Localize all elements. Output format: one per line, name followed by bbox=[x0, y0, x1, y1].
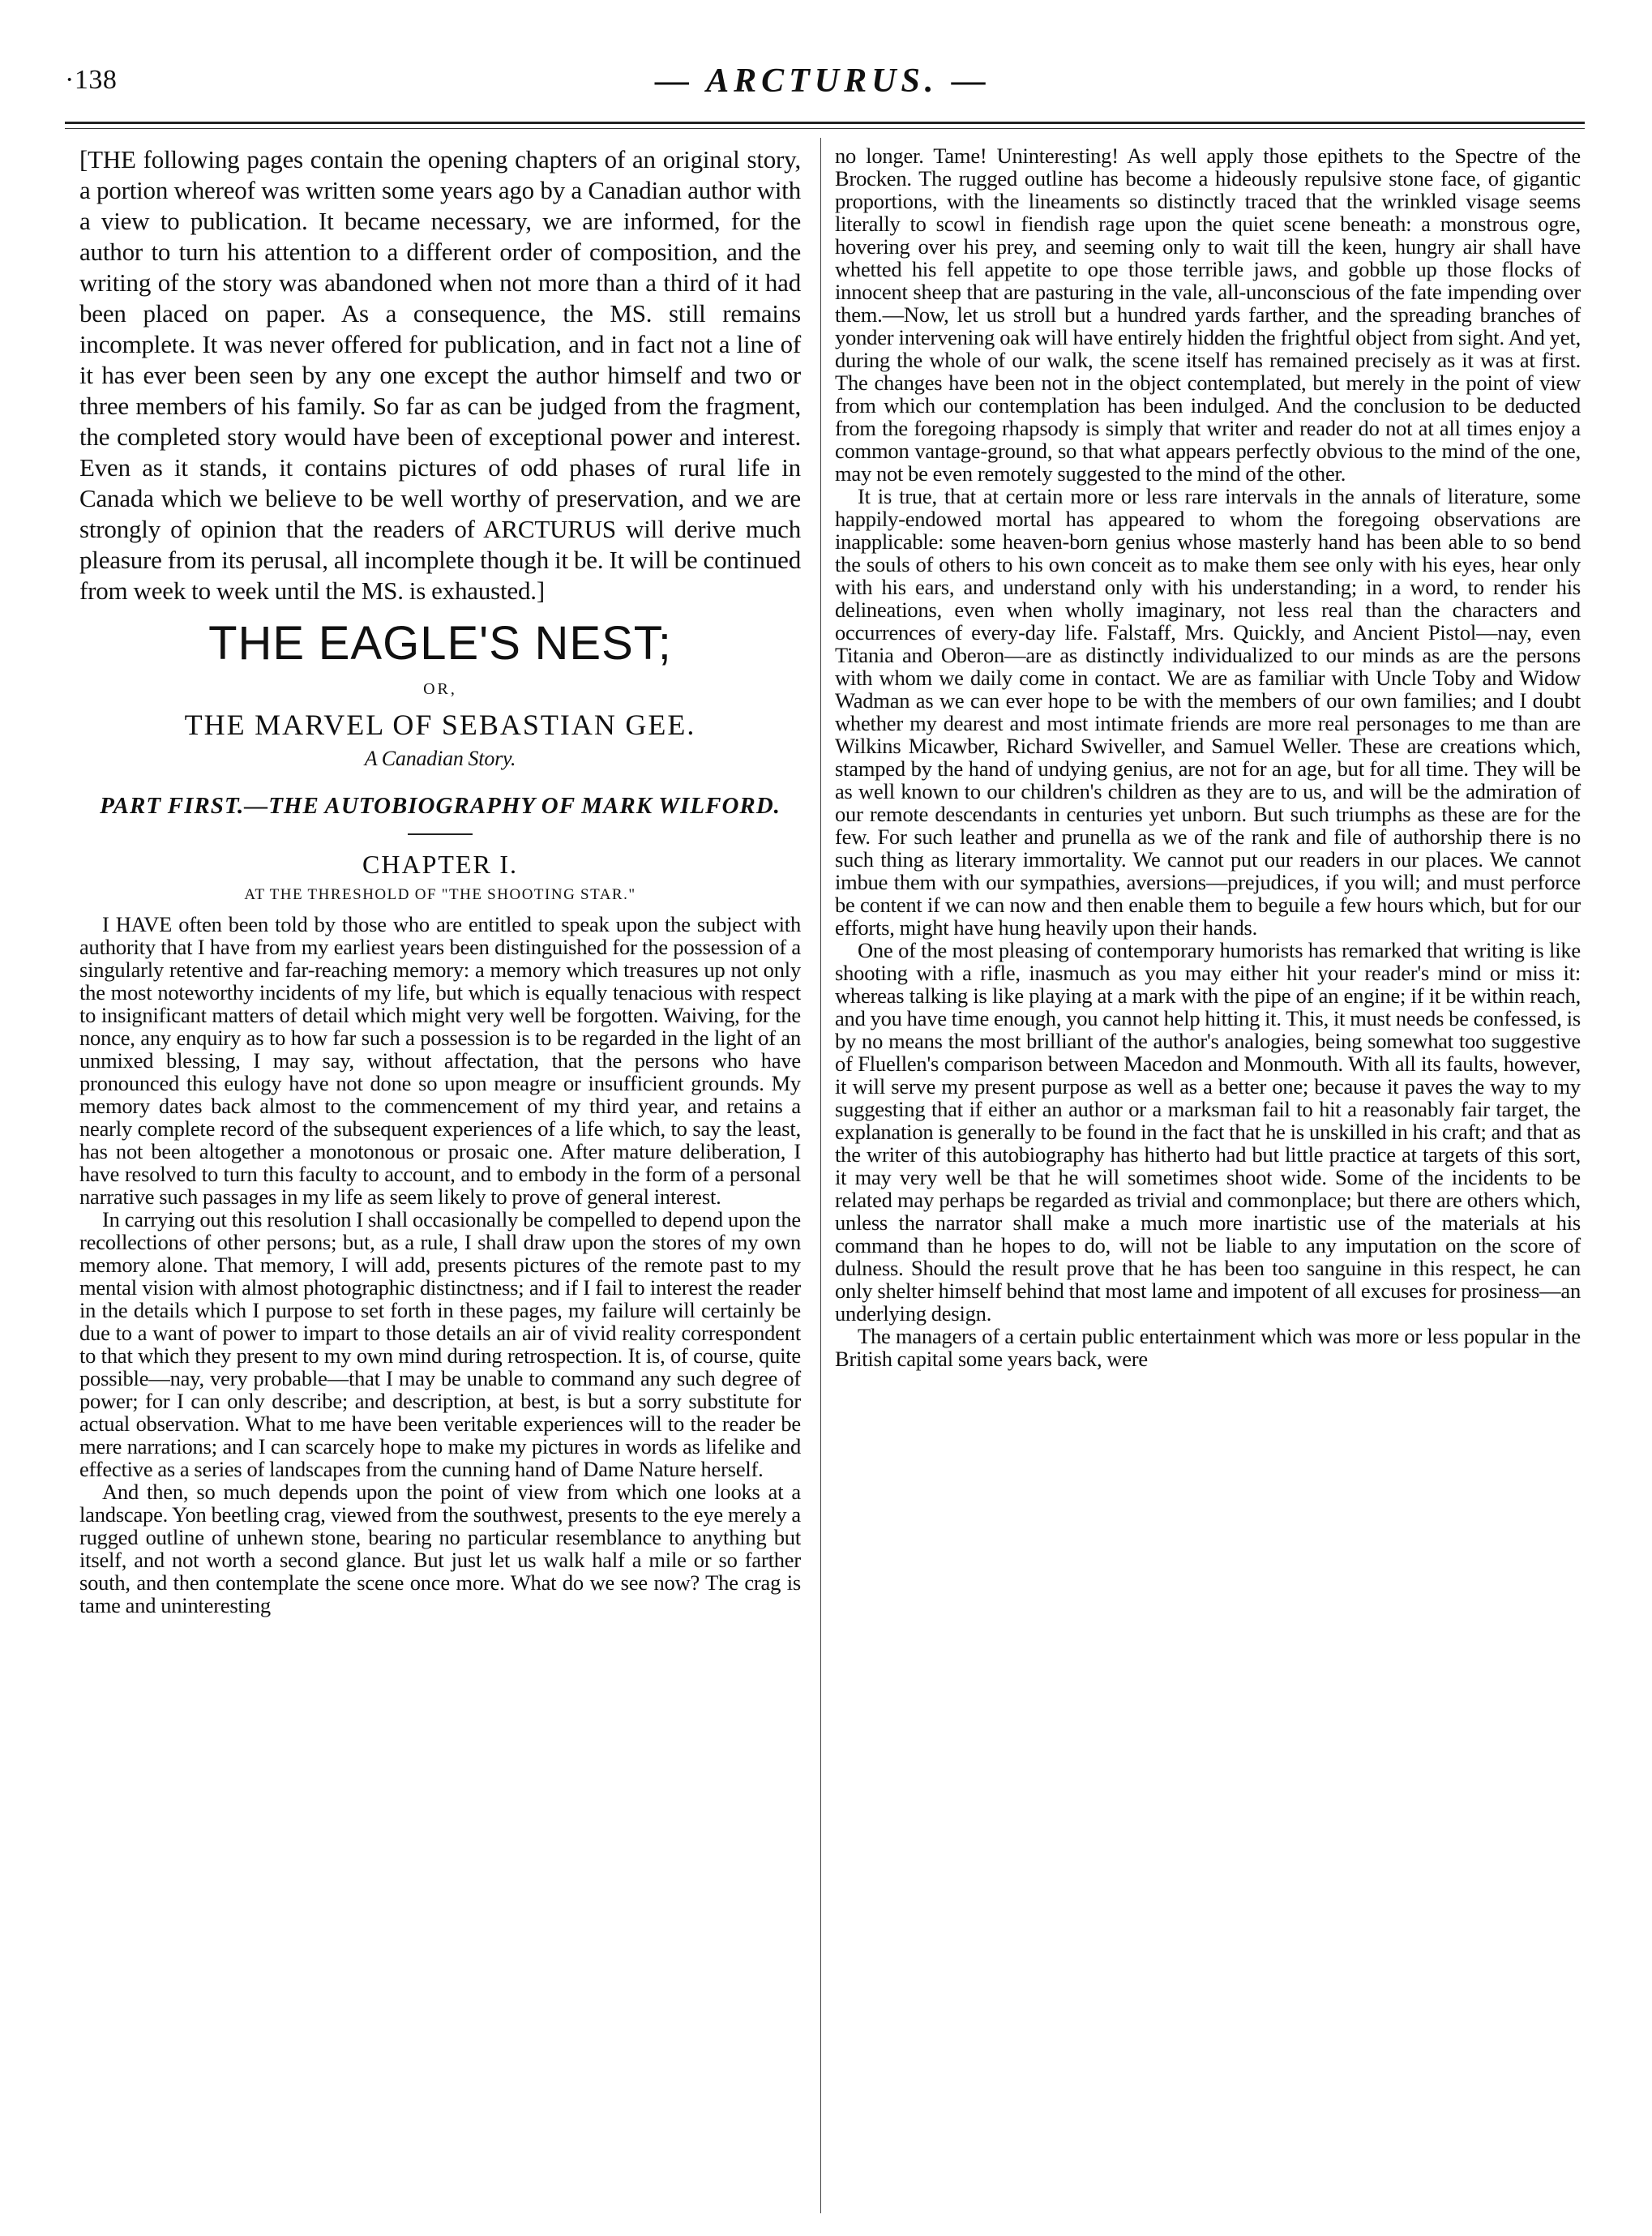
journal-title: — ARCTURUS. — bbox=[655, 62, 991, 100]
page-header bbox=[65, 57, 1581, 114]
body-paragraph: In carrying out this resolution I shall occasionally be compelled to depend upon the recollections of other persons; but, as a rule, I shall draw upon the stores of my own memory alone. That memory, I will add, presents pictures of the remote past to my mental vision with almost photographic distinctness; and if I fail to interest the reader in the details which I purpose to set forth in these pages, my failure will certainly be due to a want of power to impart to those details an air of vivid reality correspondent to that which they present to my own mind during retrospection. It is, of course, quite possible—nay, very probable—that I may be unable to command any such degree of power; for I can only describe; and description, at best, is but a sorry substitute for actual observation. What to me have been veritable experiences will to the reader be mere narrations; and I can scarcely hope to make my pictures in words as lifelike and effective as a series of landscapes from the cunning hand of Dame Nature herself. bbox=[79, 1207, 801, 1481]
column-divider bbox=[820, 138, 821, 2213]
body-paragraph: It is true, that at certain more or less rare intervals in the annals of literature, some happily-endowed mortal has appeared to whom the foregoing observations are inapplicable: some heaven-born genius whose masterly hand has been able to so bend the souls of others to his own conceit as to make them see only with his eyes, hear only with his ears, and understand only with his understanding; in a word, to render his delineations, even when wholly imaginary, not less real than the characters and occurrences of every-day life. Falstaff, Mrs. Quickly, and Ancient Pistol—nay, even Titania and Oberon—are as distinctly individualized to our minds as are the persons with whom we daily come in contact. We are as familiar with Uncle Toby and Widow Wadman as we can ever hope to be with the members of our own families; and I doubt whether my dearest and most intimate friends are more real personages to me than are Wilkins Micawber, Richard Swiveller, and Samuel Weller. These are creations which, stamped by the hand of undying genius, are not for an age, but for all time. They will be as well known to our children's children as they are to us, and will be the admiration of our remote descendants in centuries yet unborn. But such triumphs as these are for the few. For such leather and prunella as we of the rank and file of authorship there is no such thing as literary immortality. We cannot put our readers in our places. We cannot imbue them with our sympathies, aversions—prejudices, if you will; and must perforce be content if we can now and then enable them to beguile a few hours which, but for our efforts, might have hung heavily upon their hands. bbox=[835, 484, 1581, 940]
body-paragraph: One of the most pleasing of contemporary humorists has remarked that writing is like shooting with a rifle, inasmuch as you may either hit your reader's mind or miss it: whereas talking is like playing at a mark with the pipe of an engine; if it be within reach, and you have time enough, you cannot help hitting it. This, it must needs be confessed, is by no means the most brilliant of the author's analogies, being somewhat too suggestive of Fluellen's comparison between Macedon and Monmouth. With all its faults, however, it will serve my present purpose as well as a better one; because it paves the way to my suggesting that if either an author or a marksman fail to hit a reasonably fair target, the explanation is generally to be found in the fact that he is unskilled in his craft; and that as the writer of this autobiography has hitherto had but little practice at targets of this sort, it may very well be that he will sometimes shoot wide. Some of the incidents to be related may perhaps be regarded as trivial and commonplace; but there are others which, unless the narrator shall make a much more inartistic use of the materials at his command than he hopes to do, will not be liable to any imputation on the score of dulness. Should the result prove that he has been too sanguine in this respect, he can only shelter himself behind that most lame and impotent of all excuses for prosiness—an underlying design. bbox=[835, 938, 1581, 1326]
body-paragraph: no longer. Tame! Uninteresting! As well apply those epithets to the Spectre of the Brocken. The rugged outline has become a hideously repulsive stone face, of gigantic proportions, with the lineaments so distinctly traced that the wrinkled visage seems literally to scowl in fiendish rage upon the quiet scene beneath: a monstrous ogre, hovering over his prey, and seeming only to wait till the keen, hungry air shall have whetted his fell appetite to ope those terrible jaws, and gobble up those flocks of innocent sheep that are pasturing in the vale, all-unconscious of the fate impending over them.—Now, let us stroll but a hundred yards farther, and the spreading branches of yonder intervening oak will have entirely hidden the frightful object from sight. And yet, during the whole of our walk, the scene itself has remained precisely as it was at first. The changes have been not in the object contemplated, but merely in the point of view from which our contemplation has been indulged. And the conclusion to be deducted from the foregoing rhapsody is simply that writer and reader do not at all times enjoy a common vantage-ground, so that what appears perfectly obvious to the mind of the one, may not be even remotely suggested to the mind of the other. bbox=[835, 143, 1581, 486]
header-rule bbox=[65, 122, 1585, 124]
chapter-subtitle: AT THE THRESHOLD OF "THE SHOOTING STAR." bbox=[244, 886, 636, 903]
body-paragraph: And then, so much depends upon the point of view from which one looks at a landscape. Yon beetling crag, viewed from the southwest, presents to the eye merely a rugged outline of unhewn stone, bearing no particular resemblance to anything but itself, and not worth a second glance. But just let us walk half a mile or so farther south, and then contemplate the scene once more. What do we see now? The crag is tame and uninteresting bbox=[79, 1480, 801, 1617]
left-column bbox=[79, 144, 801, 1617]
right-column bbox=[835, 144, 1581, 1370]
section-rule bbox=[408, 833, 473, 835]
story-or: OR, bbox=[423, 680, 457, 698]
header-rule-thin bbox=[65, 128, 1585, 129]
body-paragraph: I HAVE often been told by those who are entitled to speak upon the subject with authority that I have from my earliest years been distinguished for the possession of a singularly retentive and far-reaching memory: a memory which treasures up not only the most noteworthy incidents of my life, but which is equally tenacious with respect to insignificant matters of detail which might very well be forgotten. Waiving, for the nonce, any enquiry as to how far such a possession is to be regarded in the light of an unmixed blessing, I may say, without affectation, that the persons who have pronounced this eulogy have not done so upon meagre or insufficient grounds. My memory dates back almost to the commencement of my third year, and retains a nearly complete record of the subsequent experiences of a life which, to say the least, has not been altogether a monotonous or prosaic one. After mature deliberation, I have resolved to turn this faculty to account, and to embody in the form of a personal narrative such passages in my life as seem likely to prove of general interest. bbox=[79, 912, 801, 1209]
page-number: ·138 bbox=[65, 65, 118, 95]
body-paragraph: The managers of a certain public entertainment which was more or less popular in the British capital some years back, were bbox=[835, 1324, 1581, 1371]
editorial-intro: [THE following pages contain the opening chapters of an original story, a portion whereof was written some years ago by a Canadian author with a view to publication. It became necessary, we are informed, for the author to turn his attention to a different order of composition, and the writing of the story was abandoned when not more than a third of it had been placed on paper. As a consequence, the MS. still remains incomplete. It was never offered for publication, and in fact not a line of it has ever been seen by any one except the author himself and two or three members of his family. So far as can be judged from the fragment, the completed story would have been of exceptional power and interest. Even as it stands, it contains pictures of odd phases of rural life in Canada which we believe to be well worthy of preservation, and we are strongly of opinion that the readers of ARCTURUS will derive much pleasure from its perusal, all incomplete though it be. It will be continued from week to week until the MS. is exhausted.] bbox=[79, 145, 801, 605]
story-subtitle: THE MARVEL OF SEBASTIAN GEE. bbox=[184, 709, 696, 741]
story-title: THE EAGLE'S NEST; bbox=[208, 617, 672, 670]
part-title: PART FIRST.—THE AUTOBIOGRAPHY OF MARK WILFORD. bbox=[100, 793, 781, 819]
chapter-title: CHAPTER I. bbox=[362, 850, 518, 879]
story-label: A Canadian Story. bbox=[364, 747, 516, 770]
